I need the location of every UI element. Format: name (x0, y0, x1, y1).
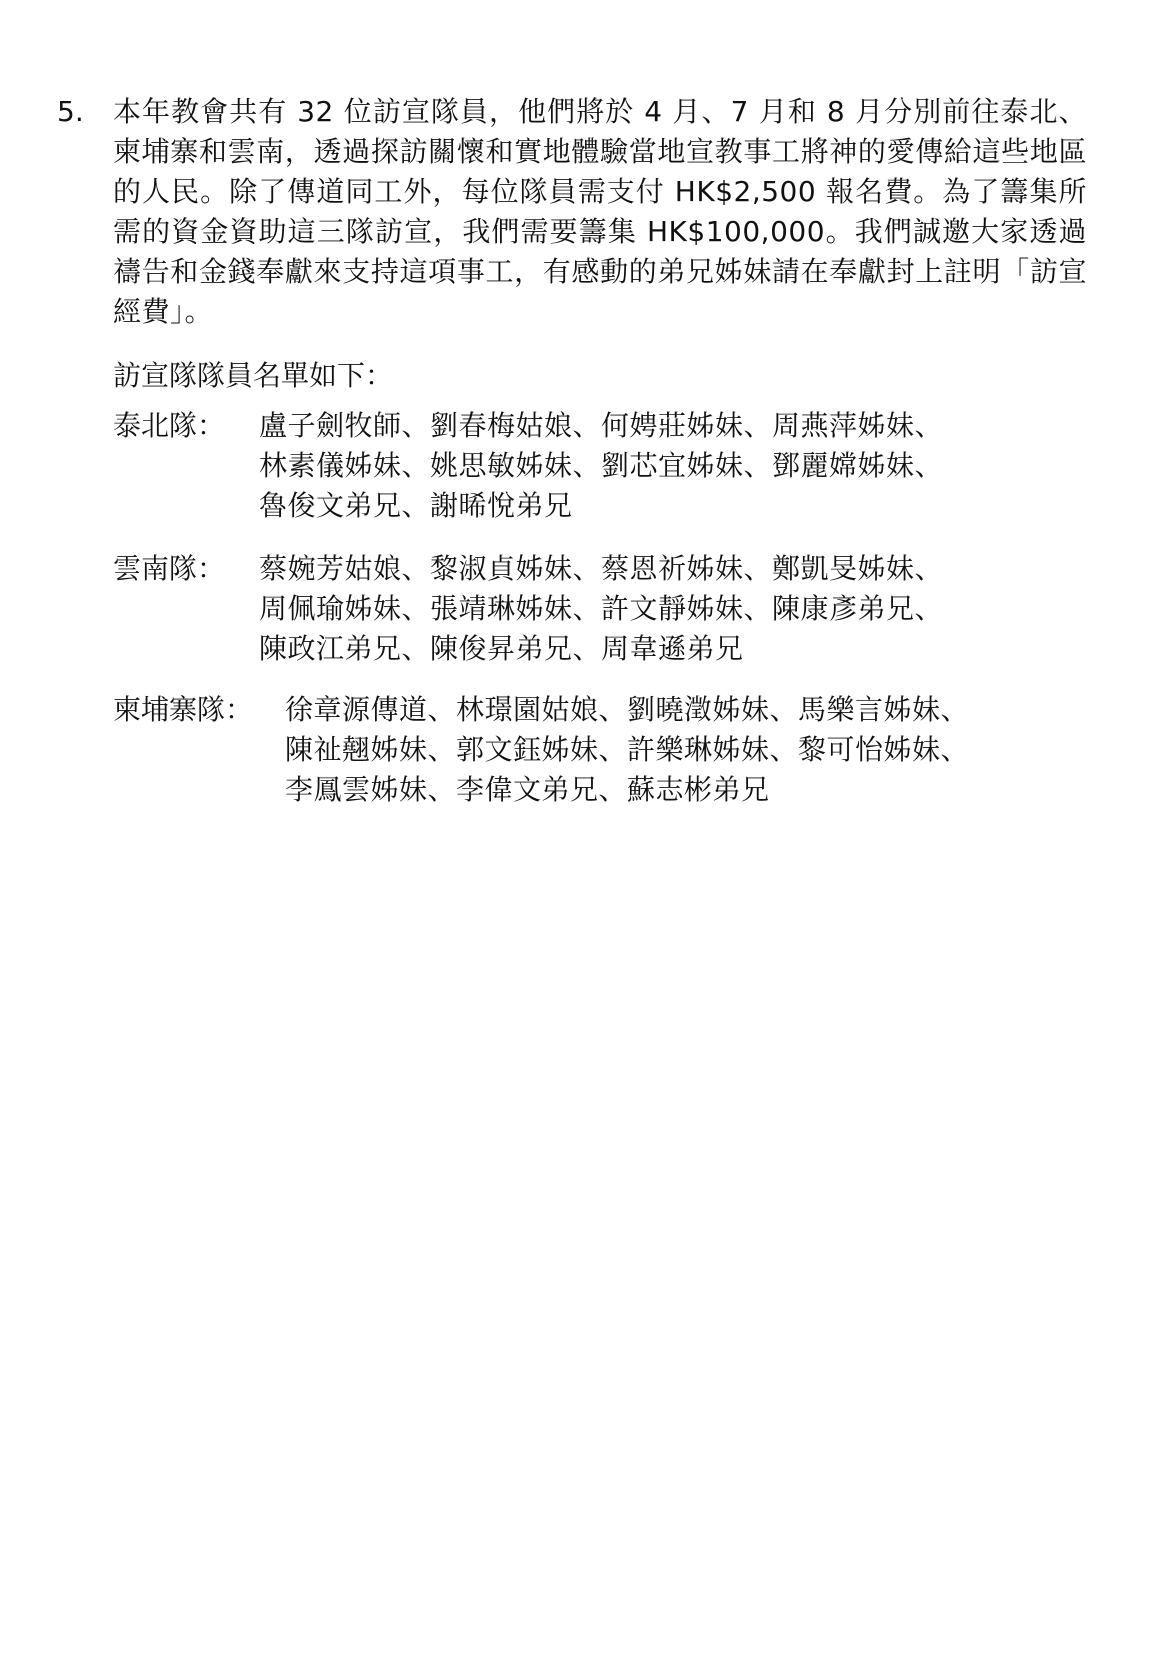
item-paragraph: 本年教會共有 32 位訪宣隊員，他們將於 4 月、7 月和 8 月分別前往泰北、柬埔寨和雲南，透過探訪關懷和實地體驗當地宣教事工將神的愛傳給這些地區的人民。除了傳道同工外，每位隊員需支付 HK$2,500 報名費。為了籌集所需的資金資助這三隊訪宣，我們需要籌集 HK$100,000。我們誠邀大家透過禱告和金錢奉獻來支持這項事工，有感動的弟兄姊妹請在奉獻封上註明「訪宣經費」。 (113, 95, 1087, 328)
member-line: 周佩瑜姊妹、張靖琳姊妹、許文靜姊妹、陳康彥弟兄、 (259, 592, 944, 625)
member-line: 李鳳雲姊妹、李偉文弟兄、蘇志彬弟兄 (285, 773, 770, 806)
member-line: 林素儀姊妹、姚思敏姊妹、劉芯宜姊妹、鄧麗嫦姊妹、 (259, 449, 944, 482)
member-line: 魯俊文弟兄、謝晞悅弟兄 (259, 489, 573, 522)
team-label: 雲南隊： (113, 552, 226, 585)
members-heading: 訪宣隊隊員名單如下： (113, 359, 394, 392)
team-members (259, 549, 943, 669)
team-label: 泰北隊： (113, 409, 226, 442)
member-line: 陳祉翹姊妹、郭文鈺姊妹、許樂琳姊妹、黎可怡姊妹、 (285, 733, 970, 766)
member-line: 陳政江弟兄、陳俊昇弟兄、周韋遜弟兄 (259, 632, 744, 665)
member-line: 徐章源傳道、林璟園姑娘、劉曉澂姊妹、馬樂言姊妹、 (285, 693, 970, 726)
team-members (285, 690, 969, 810)
member-line: 盧子劍牧師、劉春梅姑娘、何娉莊姊妹、周燕萍姊妹、 (259, 409, 944, 442)
item-number: 5. (57, 95, 84, 128)
member-line: 蔡婉芳姑娘、黎淑貞姊妹、蔡恩祈姊妹、鄭凱旻姊妹、 (259, 552, 944, 585)
team-label: 柬埔寨隊： (113, 693, 254, 726)
team-members (259, 406, 943, 526)
